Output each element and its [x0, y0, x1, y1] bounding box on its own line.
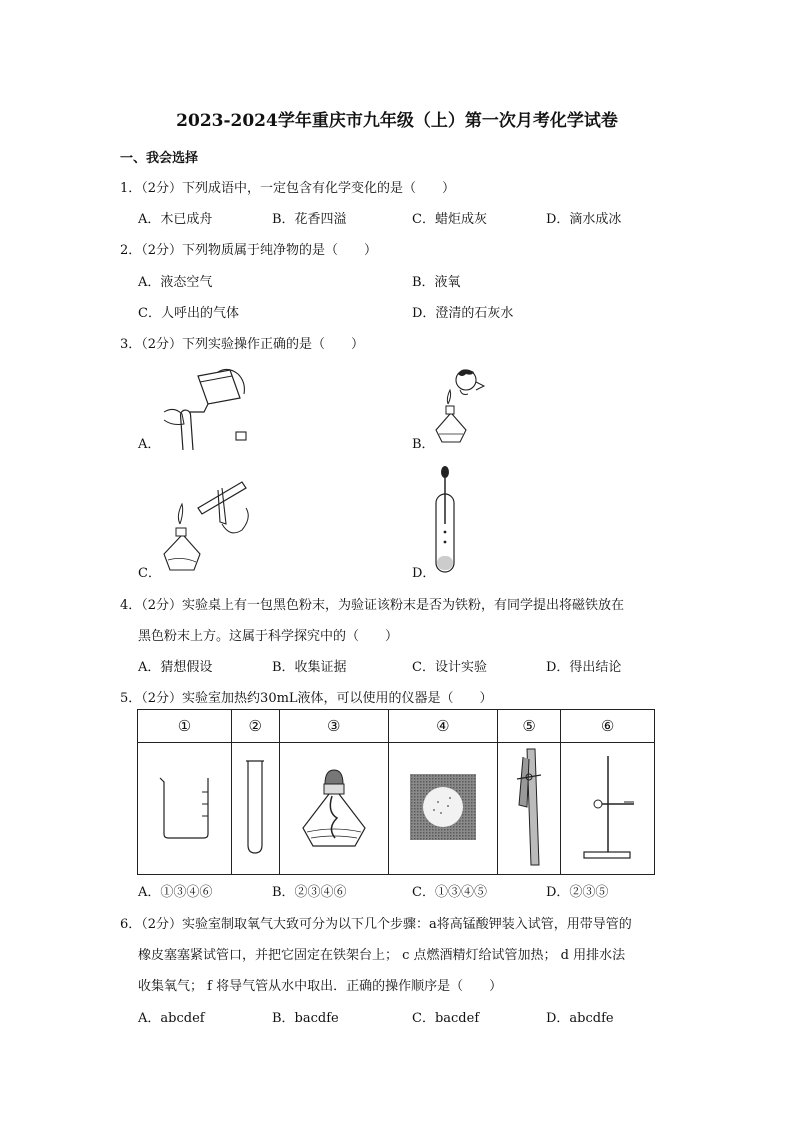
question-2-option-b: B．液氧	[412, 275, 461, 290]
iron-stand-cell	[561, 743, 655, 875]
test-tube-holder-cell	[498, 743, 561, 875]
question-2-option-c: C．人呼出的气体	[138, 306, 239, 321]
question-6-option-b: B．bacdfe	[272, 1011, 339, 1026]
asbestos-gauze-cell	[388, 743, 497, 875]
question-5-stem: 5．（2分）实验室加热约30mL液体，可以使用的仪器是（ ）	[120, 691, 493, 706]
question-3-stem: 3．（2分）下列实验操作正确的是（ ）	[120, 337, 365, 352]
question-6-option-d: D．abcdfe	[546, 1011, 614, 1026]
apparatus-label-5: ⑤	[498, 710, 561, 743]
test-tube-cell	[231, 743, 279, 875]
alcohol-lamp-icon	[299, 762, 369, 852]
question-3-option-a: A．	[138, 437, 161, 452]
page-title: 2023-2024学年重庆市九年级（上）第一次月考化学试卷	[176, 111, 618, 131]
test-tube-holder-icon	[509, 745, 549, 869]
question-1-option-a: A．木已成舟	[138, 212, 213, 227]
section-heading: 一、我会选择	[120, 151, 199, 166]
apparatus-label-2: ②	[231, 710, 279, 743]
apparatus-label-1: ①	[138, 710, 232, 743]
question-4-option-d: D．得出结论	[546, 660, 622, 675]
question-4-stem-line2: 黑色粉末上方。这属于科学探究中的（ ）	[138, 629, 399, 644]
question-4-option-b: B．收集证据	[272, 660, 347, 675]
question-6-stem-line1: 6．（2分）实验室制取氧气大致可分为以下几个步骤：a将高锰酸钾装入试管，用带导管的	[120, 917, 632, 932]
figure-dropper-test-tube	[430, 464, 460, 576]
apparatus-table	[137, 709, 655, 875]
iron-stand-icon	[578, 752, 638, 862]
question-5-option-a: A．①③④⑥	[138, 885, 213, 900]
beaker-cell	[138, 743, 232, 875]
question-6-stem-line3: 收集氧气； f 将导气管从水中取出．正确的操作顺序是（ ）	[138, 979, 503, 994]
question-2-option-a: A．液态空气	[138, 275, 213, 290]
apparatus-label-4: ④	[388, 710, 497, 743]
question-2-stem: 2．（2分）下列物质属于纯净物的是（ ）	[120, 243, 378, 258]
test-tube-icon	[240, 757, 270, 857]
question-6-option-a: A．abcdef	[138, 1011, 205, 1026]
figure-heating-test-tube	[160, 478, 265, 576]
question-4-option-c: C．设计实验	[412, 660, 487, 675]
question-5-option-b: B．②③④⑥	[272, 885, 347, 900]
question-5-option-c: C．①③④⑤	[412, 885, 487, 900]
asbestos-gauze-icon	[408, 772, 478, 842]
question-2-option-d: D．澄清的石灰水	[412, 306, 514, 321]
question-1-option-d: D．滴水成冰	[546, 212, 622, 227]
apparatus-label-3: ③	[279, 710, 388, 743]
question-1-stem: 1．（2分）下列成语中，一定包含有化学变化的是（ ）	[120, 181, 456, 196]
beaker-icon	[154, 772, 214, 842]
apparatus-label-6: ⑥	[561, 710, 655, 743]
alcohol-lamp-cell	[279, 743, 388, 875]
question-6-stem-line2: 橡皮塞塞紧试管口，并把它固定在铁架台上； c 点燃酒精灯给试管加热； d 用排水法	[138, 948, 626, 963]
question-3-option-c: C．	[138, 566, 161, 581]
question-3-option-b: B．	[412, 437, 435, 452]
question-6-option-c: C．bacdef	[412, 1011, 480, 1026]
figure-pouring-liquid	[160, 368, 260, 450]
question-5-option-d: D．②③⑤	[546, 885, 609, 900]
question-3-option-d: D．	[412, 566, 436, 581]
question-1-option-b: B．花香四溢	[272, 212, 347, 227]
figure-alcohol-lamp-blowing	[432, 366, 492, 448]
question-1-option-c: C．蜡炬成灰	[412, 212, 487, 227]
question-4-stem-line1: 4．（2分）实验桌上有一包黑色粉末，为验证该粉末是否为铁粉，有同学提出将磁铁放在	[120, 598, 625, 613]
question-4-option-a: A．猜想假设	[138, 660, 213, 675]
